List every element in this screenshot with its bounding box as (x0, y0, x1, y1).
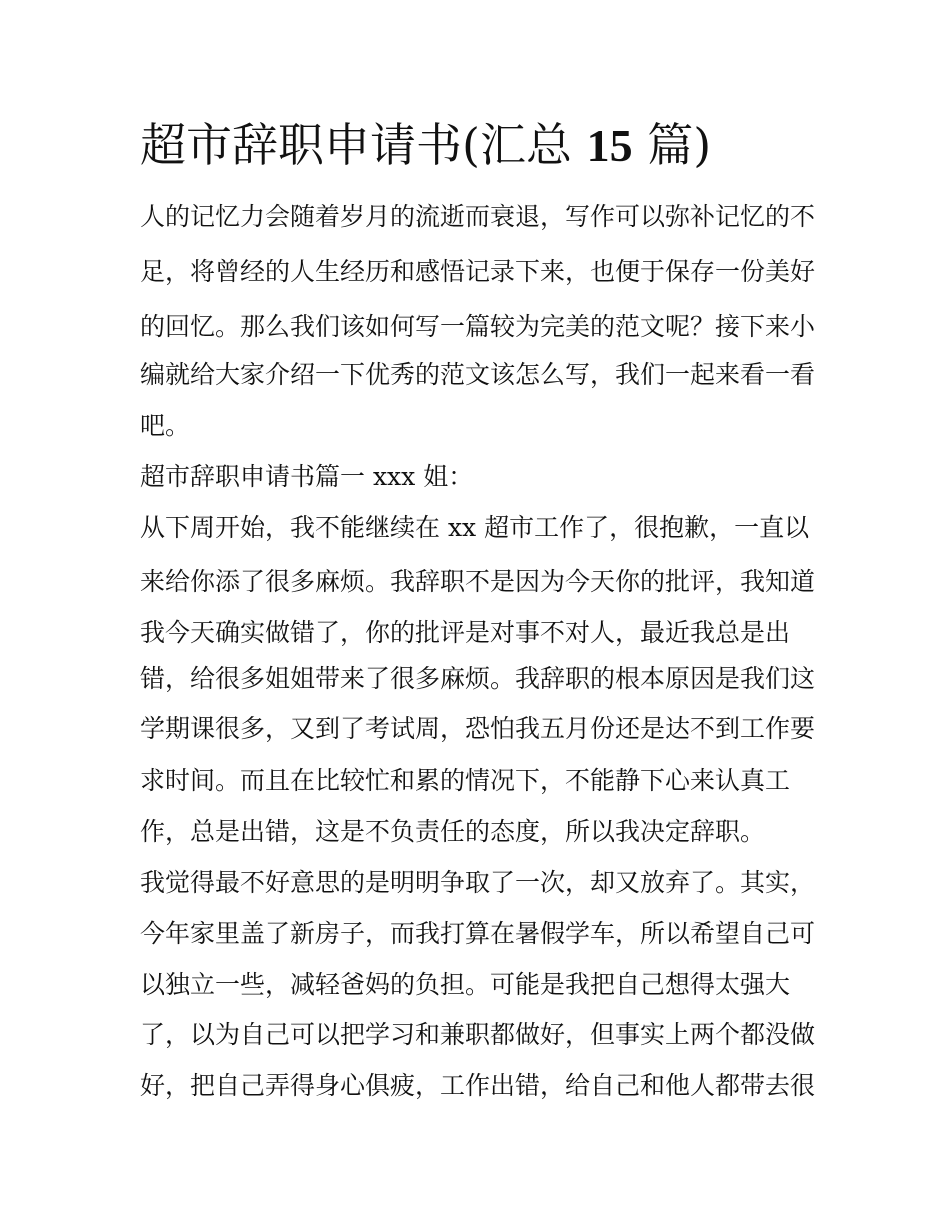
paragraph-line: 今年家里盖了新房子，而我打算在暑假学车，所以希望自己可 (140, 919, 816, 948)
section-heading: 超市辞职申请书篇一 xxx 姐： (140, 462, 474, 491)
paragraph-line: 人的记忆力会随着岁月的流逝而衰退，写作可以弥补记忆的不 (140, 202, 816, 231)
paragraph-line: 的回忆。那么我们该如何写一篇较为完美的范文呢？接下来小 (140, 312, 816, 341)
page-title (140, 113, 711, 178)
paragraph-line: 作，总是出错，这是不负责任的态度，所以我决定辞职。 (140, 817, 766, 846)
paragraph-line: 求时间。而且在比较忙和累的情况下，不能静下心来认真工 (140, 766, 791, 795)
paragraph-line: 足，将曾经的人生经历和感悟记录下来，也便于保存一份美好 (140, 257, 816, 286)
paragraph-line: 了，以为自己可以把学习和兼职都做好，但事实上两个都没做 (140, 1020, 816, 1049)
paragraph-line: 我今天确实做错了，你的批评是对事不对人，最近我总是出 (140, 618, 791, 647)
paragraph-line: 错，给很多姐姐带来了很多麻烦。我辞职的根本原因是我们这 (140, 664, 816, 693)
paragraph-line: 从下周开始，我不能继续在 xx 超市工作了，很抱歉，一直以 (140, 513, 810, 542)
paragraph-line: 好，把自己弄得身心俱疲，工作出错，给自己和他人都带去很 (140, 1071, 816, 1100)
paragraph-line: 我觉得最不好意思的是明明争取了一次，却又放弃了。其实， (140, 868, 816, 897)
title-number: 15 (586, 120, 633, 171)
title-prefix: 超市辞职申请书(汇总 (140, 118, 587, 172)
paragraph-line: 来给你添了很多麻烦。我辞职不是因为今天你的批评，我知道 (140, 567, 816, 596)
paragraph-line: 编就给大家介绍一下优秀的范文该怎么写，我们一起来看一看 (140, 360, 816, 389)
title-suffix: 篇) (632, 118, 712, 172)
paragraph-line: 吧。 (140, 411, 191, 440)
paragraph-line: 以独立一些，减轻爸妈的负担。可能是我把自己想得太强大 (140, 970, 791, 999)
paragraph-line: 学期课很多，又到了考试周，恐怕我五月份还是达不到工作要 (140, 714, 816, 743)
